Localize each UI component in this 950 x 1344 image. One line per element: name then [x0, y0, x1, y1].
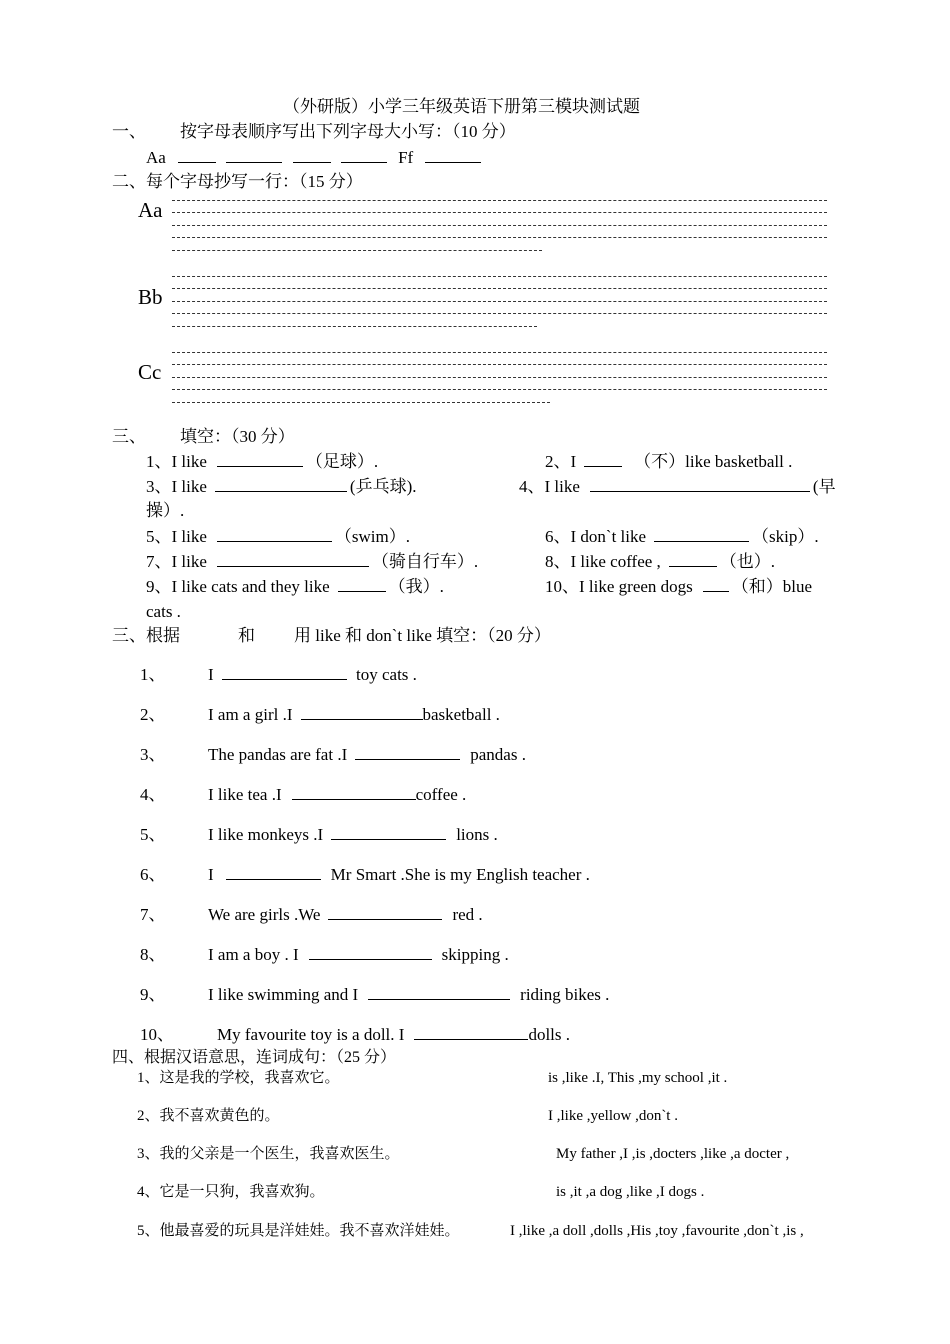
reorder-cn-5: 5、他最喜爱的玩具是洋娃娃。我不喜欢洋娃娃。	[137, 1223, 460, 1239]
fill-q9: 9、I like cats and they like （我）.	[146, 577, 444, 596]
fill-q8: 8、I like coffee , （也）.	[545, 552, 776, 571]
fill-q10: 10、I like green dogs （和）blue	[545, 577, 813, 596]
writing-line[interactable]	[172, 276, 827, 278]
fill-q6: 6、I don`t like （skip）.	[545, 527, 819, 546]
blank[interactable]	[217, 527, 332, 542]
blank[interactable]	[215, 477, 347, 492]
like-item-6: 6、 I Mr Smart .She is my English teacher .	[140, 865, 590, 884]
writing-line[interactable]	[172, 225, 827, 227]
fill-q1: 1、I like （足球）.	[146, 452, 379, 471]
like-item-7: 7、 We are girls .We red .	[140, 905, 483, 924]
blank[interactable]	[226, 865, 321, 880]
writing-line[interactable]	[172, 377, 827, 379]
blank[interactable]	[217, 552, 369, 567]
writing-line[interactable]	[172, 389, 827, 391]
section4-title-part2: 和	[238, 626, 255, 645]
writing-line[interactable]	[172, 313, 827, 315]
reorder-en-4: is ,it ,a dog ,like ,I dogs .	[556, 1184, 705, 1200]
blank[interactable]	[584, 452, 622, 467]
copy-letter-aa: Aa	[138, 198, 163, 222]
blank[interactable]	[293, 148, 331, 163]
section5-title: 四、根据汉语意思，连词成句：（25 分）	[112, 1049, 397, 1066]
blank[interactable]	[331, 825, 446, 840]
writing-line[interactable]	[172, 352, 827, 354]
writing-line[interactable]	[172, 364, 827, 366]
blank[interactable]	[355, 745, 460, 760]
blank[interactable]	[309, 945, 432, 960]
writing-line[interactable]	[172, 402, 550, 404]
blank[interactable]	[654, 527, 749, 542]
like-item-8: 8、 I am a boy . I skipping .	[140, 945, 509, 964]
copy-letter-cc: Cc	[138, 360, 162, 384]
page-title: （外研版）小学三年级英语下册第三模块测试题	[283, 97, 640, 116]
blank[interactable]	[368, 985, 510, 1000]
blank[interactable]	[425, 148, 481, 163]
reorder-en-5: I ,like ,a doll ,dolls ,His ,toy ,favourite ,don`t ,is ,	[510, 1223, 804, 1239]
writing-line[interactable]	[172, 250, 542, 252]
blank[interactable]	[338, 577, 386, 592]
blank[interactable]	[222, 665, 347, 680]
blank[interactable]	[217, 452, 303, 467]
reorder-cn-4: 4、它是一只狗，我喜欢狗。	[137, 1184, 325, 1200]
fill-q7: 7、I like （骑自行车）.	[146, 552, 479, 571]
blank[interactable]	[703, 577, 729, 592]
reorder-cn-2: 2、我不喜欢黄色的。	[137, 1108, 280, 1124]
section1-row	[146, 148, 484, 168]
like-item-4: 4、 I like tea .I coffee .	[140, 785, 467, 804]
writing-line[interactable]	[172, 326, 537, 328]
fill-q3: 3、I like (乒乓球).	[146, 477, 417, 496]
letter-end: Ff	[398, 148, 414, 167]
like-item-5: 5、 I like monkeys .I lions .	[140, 825, 498, 844]
like-item-2: 2、 I am a girl .I basketball .	[140, 705, 500, 724]
like-item-1: 1、 I toy cats .	[140, 665, 417, 684]
fill-q2: 2、I （不）like basketball .	[545, 452, 793, 471]
blank[interactable]	[226, 148, 282, 163]
like-item-9: 9、 I like swimming and I riding bikes .	[140, 985, 610, 1004]
reorder-cn-1: 1、这是我的学校，我喜欢它。	[137, 1070, 340, 1086]
writing-line[interactable]	[172, 288, 827, 290]
fill-q5: 5、I like （swim）.	[146, 527, 410, 546]
blank[interactable]	[590, 477, 810, 492]
section3-number: 三、	[112, 427, 146, 446]
like-item-10: 10、 My favourite toy is a doll. I dolls .	[140, 1025, 571, 1044]
section3-title: 填空：（30 分）	[180, 427, 295, 446]
fill-q4: 4、I like (早	[519, 477, 836, 496]
section1-title: 按字母表顺序写出下列字母大小写：（10 分）	[180, 122, 516, 141]
blank[interactable]	[328, 905, 442, 920]
section2-title: 二、每个字母抄写一行：（15 分）	[112, 172, 363, 191]
blank[interactable]	[669, 552, 717, 567]
writing-line[interactable]	[172, 212, 827, 214]
reorder-en-2: I ,like ,yellow ,don`t .	[548, 1108, 678, 1124]
writing-line[interactable]	[172, 237, 827, 239]
writing-line[interactable]	[172, 301, 827, 303]
section4-title-part1: 三、根据	[112, 626, 180, 645]
blank[interactable]	[292, 785, 416, 800]
reorder-cn-3: 3、我的父亲是一个医生，我喜欢医生。	[137, 1146, 400, 1162]
like-item-3: 3、 The pandas are fat .I pandas .	[140, 745, 526, 764]
fill-q10-cont: cats .	[146, 602, 181, 621]
blank[interactable]	[178, 148, 216, 163]
fill-q4-cont: 操）.	[146, 501, 185, 520]
reorder-en-3: My father ,I ,is ,docters ,like ,a docter ,	[556, 1146, 790, 1162]
blank[interactable]	[341, 148, 387, 163]
section4-title-part3: 用 like 和 don`t like 填空：（20 分）	[294, 626, 551, 645]
section1-number: 一、	[112, 122, 146, 141]
writing-line[interactable]	[172, 200, 827, 202]
blank[interactable]	[414, 1025, 528, 1040]
copy-letter-bb: Bb	[138, 285, 163, 309]
letter-start: Aa	[146, 148, 166, 167]
blank[interactable]	[301, 705, 423, 720]
reorder-en-1: is ,like .I, This ,my school ,it .	[548, 1070, 728, 1086]
